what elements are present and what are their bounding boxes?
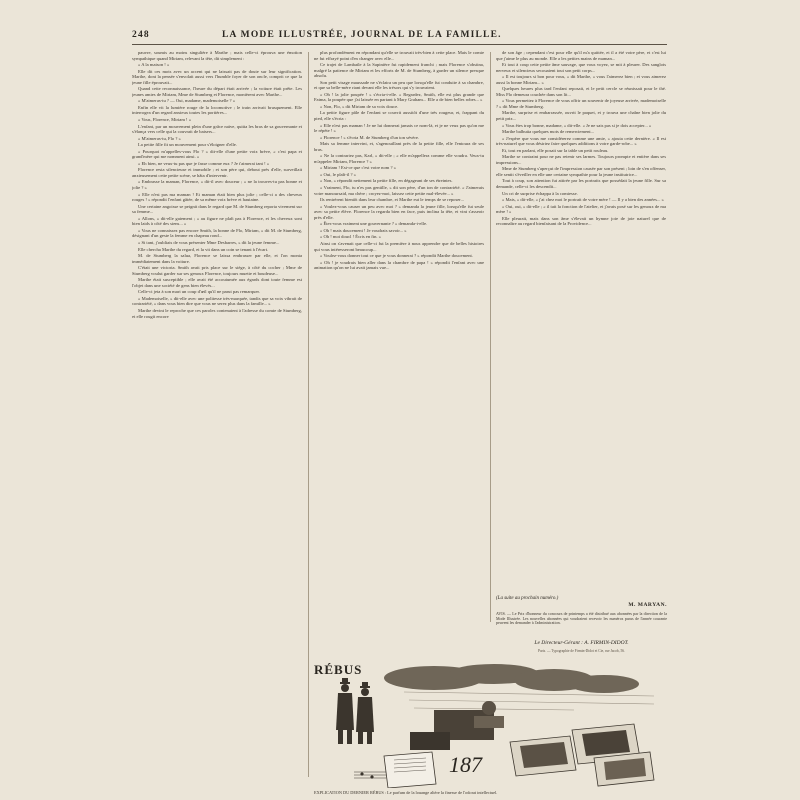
paragraph: « Florence ! » s'écria M. de Stumberg d'un ton sévère. — [320, 134, 420, 140]
paragraph: Elle dit ces mots avec un accent qui ne laissait pas de doute sur leur signification. Marthe, dont la pensée s'envolait aussi vers l'humble foyer de son oncle, comprit ce que la jeune fille éprouvait... — [132, 68, 302, 85]
column-divider — [308, 52, 309, 777]
paragraph: « Oui, le plaît-il ? » — [320, 171, 356, 177]
paragraph: « Eh bien, ne veux-tu pas que je fasse comme eux ? Je t'aimerai tant ! » — [138, 160, 270, 166]
paragraph: « Elle n'est pas maman ! Je ne lui donnerai jamais ce nom-là, et je ne veux pas qu'on me le répète ! » — [314, 122, 484, 134]
director-line: Le Directeur-Gérant : A. FIRMIN-DIDOT. — [534, 640, 629, 646]
paragraph: Mme de Stumberg s'aperçut de l'impression causée par son présent ; loin de s'en offenser, elle sentit s'éveiller en elle une certaine sympathie pour la jeune institutrice... — [496, 166, 666, 177]
paragraph: L'enfant, par un mouvement plein d'une grâce naïve, quitta les bras de sa gouvernante et s'élança vers celle qui la couvrait de baisers... — [132, 123, 302, 135]
rebus-illustration — [314, 660, 667, 788]
imprint-line: Paris. — Typographie de Firmin-Didot et Cie, rue Jacob, 56. — [537, 649, 625, 653]
paragraph: Tout à coup, son attention fut attirée par les portraits que possédait la jeune fille. Sur sa demande, celle-ci les descendit... — [496, 178, 666, 190]
paragraph: Quelques heures plus tard l'enfant reposait, et le petit cercle se réunissait pour le thé. Miss Flo demeura couchée dans son lit... — [496, 86, 666, 97]
paragraph: Marthe était susceptible ; elle avait été accoutumée aux égards dont toute femme est l'objet dans une société de gens bien élevés... — [132, 277, 302, 288]
paragraph: Ce trajet de Lambaile à la Sapinière fut rapidement franchi ; mais Florence s'obstina, malgré la patience de Miriam et les efforts de M. de Stumberg, à garder un silence presque absolu. — [314, 62, 484, 79]
book-figure — [384, 752, 436, 788]
paragraph: Elle pleurait, mais dans son âme s'élevait un hymne joie de joie naturel que de reconnaître au regard bienfaisant de la Providence... — [496, 215, 666, 227]
paragraph: Marthe devint le reproche que ces paroles contenaient à l'adresse du comte de Stumberg, et elle rougit encore — [132, 307, 302, 319]
paragraph: « Si tant, j'oubliais de vous présenter Mme Desbarres, » dit la jeune femme... — [138, 239, 280, 245]
paragraph: « Êtes-vous vraiment une gouvernante ? » demanda-t-elle. — [320, 221, 428, 227]
paragraph: Quand cette reconnaissance, l'heure du départ était arrivée ; la voiture était prête. Les jeunes amies de Miriam, Mme de Stumberg et Florence, montèrent avec Marthe... — [132, 86, 302, 97]
paragraph: « Vous, Florence, Miriam ! » — [138, 117, 192, 123]
text-column-3 — [496, 50, 666, 570]
paragraph: « Miriam ! Est-ce que c'est votre nom ? » — [320, 165, 396, 171]
page-content — [132, 30, 667, 795]
paragraph: « Mademoiselle, » dit-elle avec une politesse très-marquée, tandis que sa voix vibrait de contrariété, « dans vous bien dire que vous ne serez plus dans la famille... » — [132, 295, 302, 307]
paragraph: pauvre, soumis au moins singulière à Marthe ; mais celle-ci éprouva une émotion sympathique quand Miriam, relevant la tête, dit simplement : — [132, 50, 302, 61]
paragraph: « Oh ! la jolie poupée ! » s'écria-t-elle. « Regardez, Smith, elle est plus grande que Fatma, la poupée que j'ai laissée en partant à Mary Graham... Elle a de bien belles robes... » — [314, 91, 484, 103]
paragraph: Marthe se contraint pour ne pas retenir ses larmes. Toujours prompte et entière dans ses impressions... — [496, 154, 666, 165]
paragraph: « Ne la contrariez pas, Karl, » dit-elle ; « elle m'appellera comme elle voudra. Veux-tu m'appeler Miriam, Florence ? » — [314, 153, 484, 164]
paragraph: La petite figure pâle de l'enfant se couvrit aussitôt d'une très rougeur, et, frappant du pied, elle s'écria : — [314, 110, 484, 122]
paragraph: « Oh ! je voudrais bien aller dans la chambre de papa ! » répondit l'enfant avec une animation qu'on ne lui avait jamais vue... — [314, 259, 484, 271]
paragraph: « J'espère que vous me considérerez comme une amie, » ajouta cette dernière. « Il est très-naturel que vous désiriez faire quelques additions à votre garde-robe... » — [496, 135, 666, 147]
header-rule — [132, 44, 667, 45]
paragraph: « Pourquoi m'appelles-vous Flo ? » dit-elle d'une petite voix brève, « c'est papa et grand'mère qui me nomment ainsi. » — [132, 148, 302, 160]
paragraph: « Oh ! mais doucement ! Je voudrais savoir... » — [320, 227, 407, 233]
author-signature: M. MARYAN. — [628, 602, 667, 608]
paragraph: Florence resta silencieuse et immobile ; et son père qui, debout près d'elle, surveillait anxieusement cette petite scène, se hâta d'intervenir. — [132, 167, 302, 178]
paragraph: Celle-ci jeta à son mari un coup d'œil qu'il ne parut pas remarquer. — [138, 289, 260, 295]
paragraph: « A la maison ! » — [138, 62, 170, 68]
paragraph: Son petit visage maussade ne s'éclaira un peu que lorsqu'elle fut conduite à sa chambre, et que sa belle-mère riant devant elle les trésors qui s'y trouvaient. — [314, 79, 484, 91]
paragraph: « Il est toujours si bon pour vous, » dit Marthe, « vous l'aimerez bien ; et vous aimerez aussi la bonne Miriam... » — [496, 74, 666, 85]
paragraph: « Oui, oui, » dit-elle ; « il tait la fonction de l'atelier, et j'avais posé sur les genoux de ma mère ! » — [496, 203, 666, 215]
paragraph: « Non, » répondit nettement la petite fille, en dégageant de ses étreintes. — [320, 178, 453, 184]
paragraph: « Vraiment, Flo, tu n'es pas gentille, » dit son père, d'un ton de contrariété. « J'aimerais votre manoursaid, ma chère ; croyez-moi, laissez cette petite mal-élevée... » — [314, 185, 484, 196]
paragraph: C'était une victoria. Smith avait pris place sur le siège, à côté du cocher ; Mme de Stumberg voulut garder sur ses genoux Florence, toujours muette et boudeuse... — [132, 265, 302, 276]
paragraph: La petite fille fit un mouvement pour s'éloigner d'elle. — [138, 142, 237, 148]
paragraph: Et tout à coup cette petite âme sauvage, que vous voyez, se mit à pleurer. Des sanglots nerveux et silencieux secouaient tout son petit corps... — [496, 62, 666, 73]
handwritten-number: 187 — [449, 752, 482, 777]
column-divider — [490, 52, 491, 622]
paragraph: « Vous ne connaissez pas encore Smith, la bonne de Flo, Miriam, » dit M. de Stumberg, désignant d'un geste la femme en chapeau rond... — [132, 227, 302, 239]
notice-paragraph: AVIS. — Le Prix d'honneur du concours de printemps a été distribué aux abonnées par la direction de la Mode Illustrée. Les nouvelles abonnées qui voudraient recevoir les numéros parus de l'année courante peuvent les demander à l'administration. — [496, 612, 667, 626]
paragraph: « Embrasse la maman, Florence, » dit-il avec douceur ; « ne la trouves-tu pas bonne et jolie ? » — [132, 179, 302, 191]
paragraph: « Voulez-vous causer un peu avec moi ? » demanda la jeune fille, lorsqu'elle fut seule avec sa petite élève. Florence la regarda bien en face, puis inclina la tête, et vint s'asseoir près d'elle. — [314, 203, 484, 220]
paragraph: « M'aimeras-tu ? — Oui, madame, mademoiselle ? » — [138, 98, 236, 104]
page-header — [132, 30, 667, 44]
paragraph: « Voulez-vous donner tout ce que je vous donnerai ? » répondit Marthe doucement. — [320, 253, 473, 259]
paragraph: « Oh ! moi doucl ! Écris en fin. » — [320, 234, 381, 240]
paragraph: M. de Stumberg la salua, Florence se laissa embrasser par elle, et l'on monta immédiatement dans la voiture. — [132, 253, 302, 264]
rebus-title: RÉBUS — [314, 662, 363, 677]
paragraph: Elle chercha Marthe du regard, et la vit dans un coin se tenant à l'écart. — [138, 246, 269, 252]
continuation-note: (La suite au prochain numéro.) — [496, 596, 559, 601]
paragraph: Ils rentrèrent bientôt dans leur chambre, et Marthe eut le temps de se reposer... — [320, 197, 465, 203]
paragraph: « M'aimeras-tu, Flo ? » — [138, 135, 181, 141]
rebus-explanation: EXPLICATION DU DERNIER RÉBUS : Le parfum de la louange altère la finesse de l'odorat intellectuel. — [314, 790, 498, 795]
paragraph: Mais sa femme intervint, et, s'agenouillant près de la petite fille, elle l'entoura de ses bras. — [314, 141, 484, 152]
paragraph: Un cri de surprise échappa à la comtesse. — [502, 190, 578, 196]
paragraph: plus profondément en répondant qu'elle se trouvait très-bien à cette place. Mais le comte ne fut effrayé point d'en changer avec elle... — [314, 50, 484, 61]
paragraph: Marthe balbutia quelques mots de remerciement... — [502, 129, 595, 135]
paragraph: Ainsi on s'avenait que celle-ci fut la première à nous apprendre que de belles histoires qui vous intéresseront beaucoup... — [314, 240, 484, 252]
paragraph: « Mais, » dit-elle, « j'ai chez moi le portrait de votre mère ! — Il y a bien des années... » — [502, 197, 664, 203]
running-head: LA MODE ILLUSTRÉE, JOURNAL DE LA FAMILLE. — [222, 30, 502, 40]
paragraph: « Vous êtes trop bonne, madame, » dit-elle. « Je ne sais pas si je dois accepter... » — [502, 122, 652, 128]
paragraph: Une certaine angoisse se peignit dans le regard que M. de Stumberg reporta vivement sur sa femme... — [132, 203, 302, 215]
text-column-1 — [132, 50, 302, 775]
page-number: 248 — [132, 30, 150, 40]
paragraph: « Allons, » dit-elle gaiement ; « au figure ne plaît pas à Florence, et les cheveux sont bien laids à côté des siens... » — [132, 215, 302, 227]
paragraph: « Elle n'est pas ma maman ! Et maman était bien plus jolie ; celle-ci a des cheveux rouges ! » répondit l'enfant gâtée, de sa même voix brève et hautaine. — [132, 191, 302, 203]
text-column-2 — [314, 50, 484, 620]
paragraph: Marthe, surprise et embarrassée, ouvrit le paquet, et y trouva une chaîne bien jolie du petit prix... — [496, 110, 666, 122]
paragraph: « Non, Flo, » dit Miriam de sa voix douce. — [320, 103, 399, 109]
paragraph: de son âge ; cependant c'est pour elle qu'il m'a quittée, et il a été votre père, et c'est lui que j'aime le plus au monde. Elle a les petites mains de maman... — [496, 50, 666, 61]
paragraph: Enfin elle vit la lumière rouge de la locomotive ; le train arrivait brusquement. Elle interrogea d'un regard anxieux toutes les portières... — [132, 104, 302, 116]
paragraph: « Vous permettez à Florence de vous offrir un souvenir de joyeuse arrivée, mademoiselle ? » dit Mme de Stumberg. — [496, 98, 666, 109]
paragraph: Et, tout en parlant, elle posait sur la table un petit rouleau. — [502, 147, 609, 153]
